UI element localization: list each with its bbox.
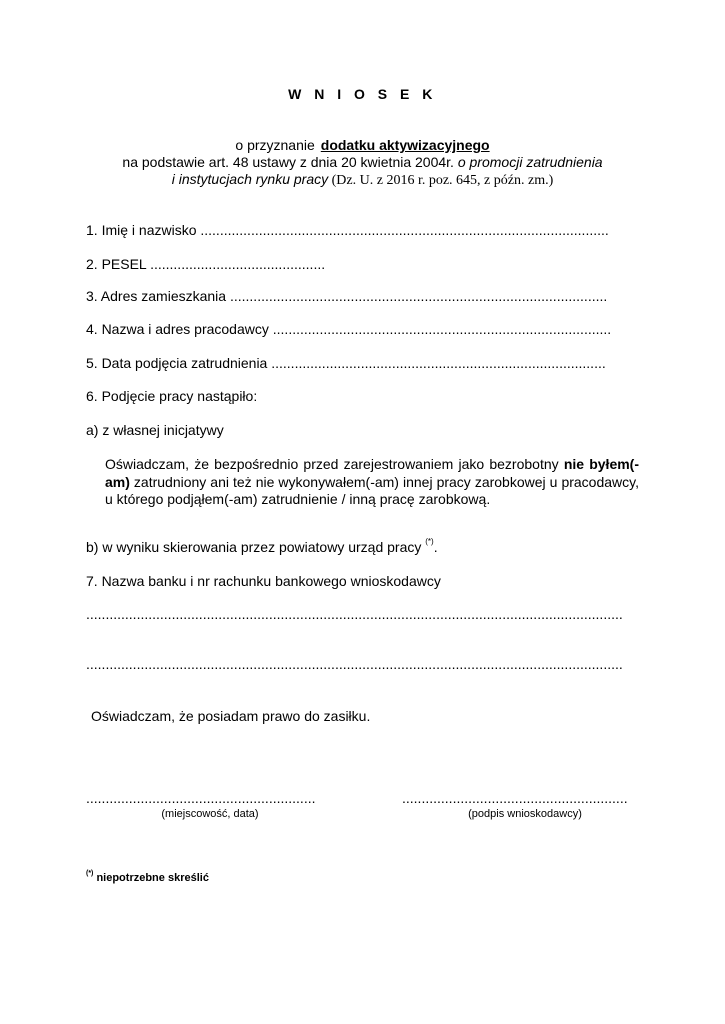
option-a-label[interactable]: a) z własnej inicjatywy (86, 422, 224, 438)
subtitle-citation: (Dz. U. z 2016 r. poz. 645, z późn. zm.) (328, 173, 554, 188)
signature-sign-caption: (podpis wnioskodawcy) (468, 808, 582, 820)
footnote (86, 872, 209, 884)
option-b[interactable] (86, 539, 438, 555)
field-employer-input[interactable]: ....................................................................................... (272, 321, 612, 337)
subtitle-keyword: dodatku aktywizacyjnego (320, 137, 490, 153)
field-address-label: 3. Adres zamieszkania (86, 288, 227, 304)
footnote-mark: (*) (86, 870, 94, 877)
statement-end: zatrudniony ani też nie wykonywałem(-am) innej pracy zarobkowej u pracodawcy, u którego podjąłem(-am) zatrudnienie / inną pracę zarobkową. (105, 473, 639, 507)
field-bank-line-2[interactable]: .......................................................................................................................................... (86, 656, 623, 672)
subtitle-act-title-cont: i instytucjach rynku pracy (171, 171, 329, 187)
page-title: W N I O S E K (288, 86, 437, 102)
signature-sign-line[interactable]: .......................................................... (402, 790, 628, 806)
option-b-mark: (*) (425, 537, 434, 546)
field-pesel (86, 256, 325, 272)
subtitle-prefix: o przyznanie (235, 137, 315, 153)
field-bank-line-1[interactable]: .......................................................................................................................................... (86, 606, 623, 622)
field-address (86, 288, 607, 304)
field-started (86, 388, 257, 404)
option-a-statement (105, 456, 639, 509)
declaration: Oświadczam, że posiadam prawo do zasiłku. (91, 708, 371, 724)
signature-place-line[interactable]: ........................................................... (86, 790, 316, 806)
subtitle-line-2 (0, 154, 725, 170)
field-pesel-label: 2. PESEL (86, 256, 147, 272)
subtitle-line-3 (0, 171, 725, 189)
field-pesel-input[interactable]: ............................................. (150, 256, 326, 272)
option-b-label: b) w wyniku skierowania przez powiatowy urząd pracy (86, 539, 426, 555)
field-name (86, 222, 609, 238)
field-start-date-input[interactable]: ...................................................................................... (271, 355, 606, 371)
field-start-date-label: 5. Data podjęcia zatrudnienia (86, 355, 268, 371)
field-employer-label: 4. Nazwa i adres pracodawcy (86, 321, 269, 337)
field-start-date (86, 355, 606, 371)
subtitle-legal-basis: na podstawie art. 48 ustawy z dnia 20 kwietnia 2004r. (122, 154, 458, 170)
statement-start: Oświadczam, że bezpośrednio przed zarejestrowaniem jako bezrobotny (105, 456, 564, 472)
footnote-text: niepotrzebne skreślić (93, 872, 209, 884)
field-name-input[interactable]: ......................................................................................................... (200, 222, 609, 238)
field-bank-label: 7. Nazwa banku i nr rachunku bankowego wnioskodawcy (86, 573, 441, 589)
subtitle-act-title: o promocji zatrudnienia (457, 154, 603, 170)
field-employer (86, 321, 611, 337)
option-b-end: . (433, 539, 438, 555)
field-started-label: 6. Podjęcie pracy nastąpiło: (86, 388, 258, 404)
field-name-label: 1. Imię i nazwisko (86, 222, 197, 238)
field-address-input[interactable]: ................................................................................................. (229, 288, 608, 304)
statement-bold: nie byłem(-am) (105, 456, 640, 490)
signature-place-caption: (miejscowość, data) (161, 808, 259, 820)
subtitle-line-1 (0, 137, 725, 153)
